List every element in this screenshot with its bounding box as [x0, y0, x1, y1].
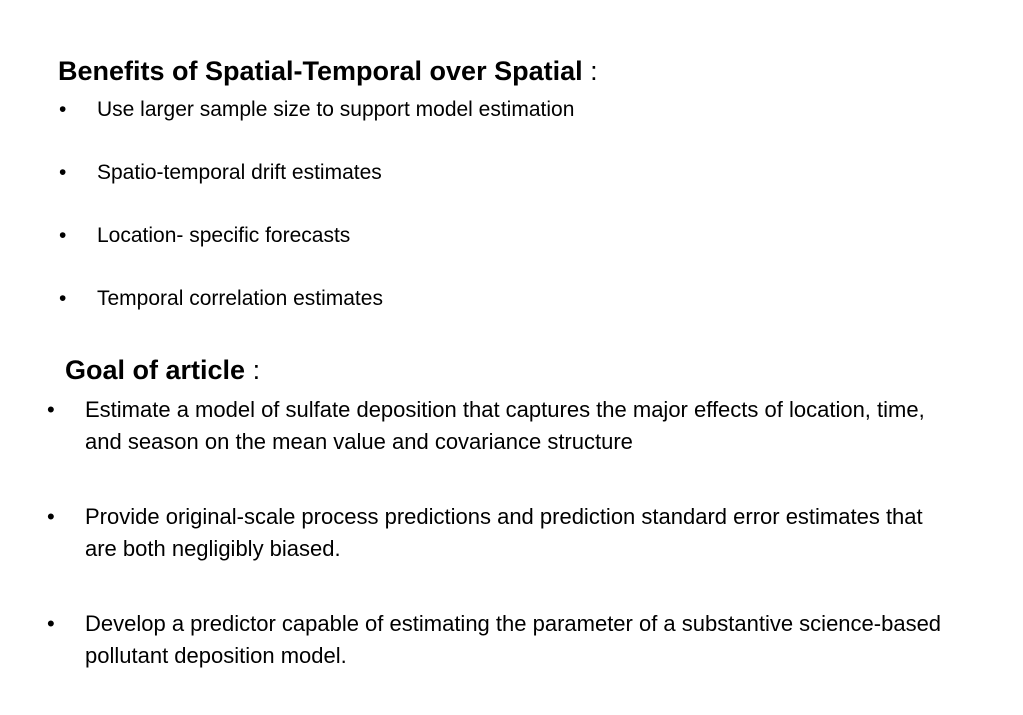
bullet-icon: • [47, 611, 55, 636]
goal-heading-colon: : [245, 355, 261, 385]
goal-heading [65, 354, 260, 386]
goal-list-item [47, 394, 947, 458]
bullet-icon: • [59, 161, 67, 184]
benefits-list-item [59, 159, 574, 222]
benefits-item-text: Location- specific forecasts [97, 224, 351, 247]
goal-list [47, 394, 947, 715]
benefits-list [59, 96, 574, 348]
benefits-item-text: Temporal correlation estimates [97, 287, 383, 310]
goal-heading-text: Goal of article [65, 355, 246, 385]
benefits-heading-text: Benefits of Spatial-Temporal over Spatial [58, 56, 583, 86]
benefits-heading [58, 55, 598, 87]
benefits-item-text: Spatio-temporal drift estimates [97, 161, 382, 184]
benefits-heading-colon: : [582, 56, 598, 86]
bullet-icon: • [47, 504, 55, 529]
goal-item-text: Develop a predictor capable of estimating the parameter of a substantive science-based pollutant deposition model. [85, 611, 942, 668]
bullet-icon: • [59, 98, 67, 121]
goal-item-text: Estimate a model of sulfate deposition that captures the major effects of location, time, and season on the mean value and covariance structure [85, 397, 925, 454]
bullet-icon: • [59, 224, 67, 247]
benefits-list-item [59, 285, 574, 348]
benefits-list-item [59, 96, 574, 159]
goal-list-item [47, 608, 947, 672]
goal-item-text: Provide original-scale process predictions and prediction standard error estimates that are both negligibly biased. [85, 504, 923, 561]
goal-list-item [47, 501, 947, 565]
bullet-icon: • [47, 397, 55, 422]
benefits-list-item [59, 222, 574, 285]
benefits-item-text: Use larger sample size to support model estimation [97, 98, 575, 121]
bullet-icon: • [59, 287, 67, 310]
